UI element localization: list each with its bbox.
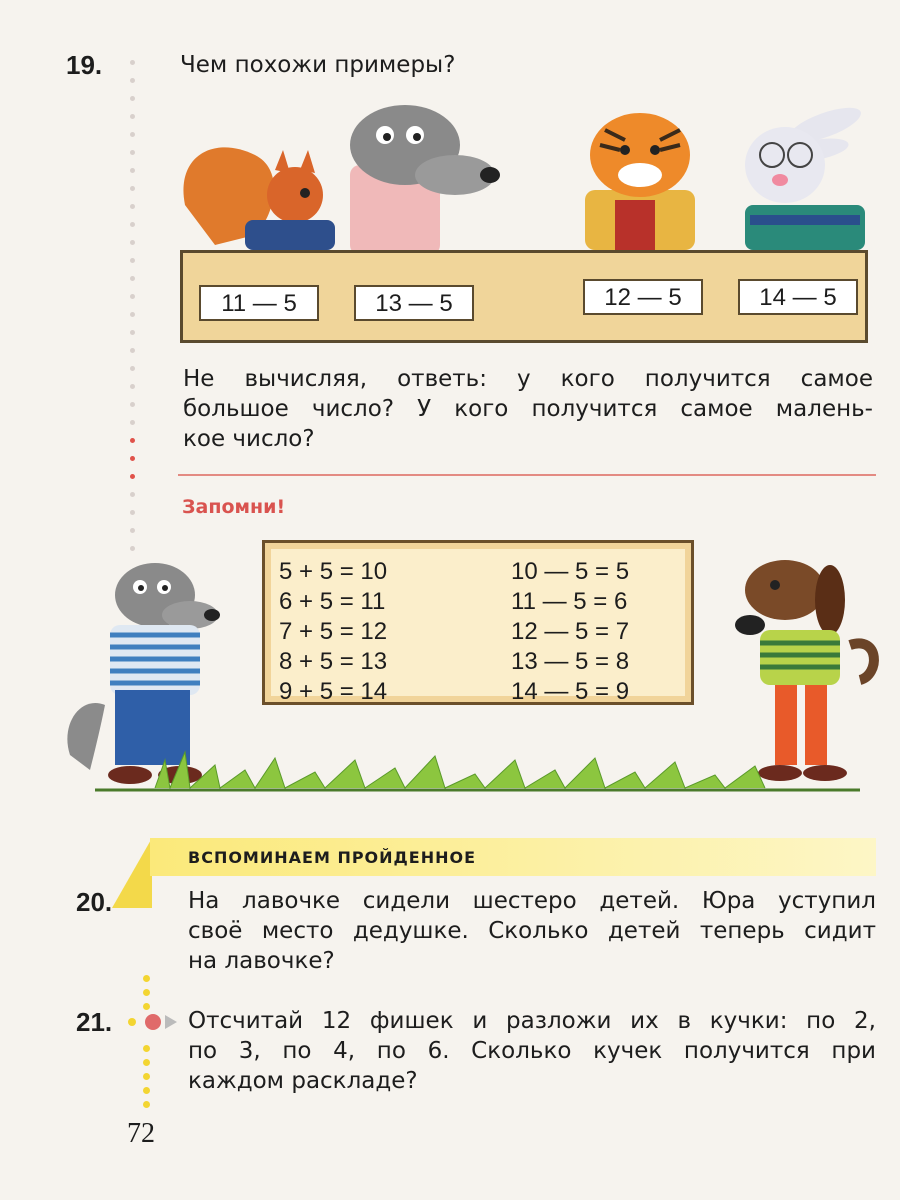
exercise-20-number: 20. [76,887,113,917]
tiger-illustration [585,113,695,250]
margin-dots [130,60,140,560]
task-line: по 3, по 4, по 6. Сколько кучек получится при [188,1038,876,1064]
exercise-21-text [188,1006,876,1096]
exercise-21-number: 21. [76,1007,113,1037]
addition-fact: 7 + 5 = 12 [279,618,388,645]
remember-table [262,540,694,705]
task-line: кое число? [183,426,315,452]
animals-at-desk-illustration [175,95,875,255]
task-line: каждом раскладе? [188,1068,418,1094]
example-card-2: 13 — 5 [354,285,474,321]
review-triangle-marker [112,838,152,908]
exercise-19-question: Чем похожи примеры? [180,52,456,78]
addition-fact: 8 + 5 = 13 [279,648,388,675]
subtraction-fact: 14 — 5 = 9 [511,678,630,705]
page-number: 72 [127,1118,155,1149]
exercise-19-task [183,364,873,454]
review-header: ВСПОМИНАЕМ ПРОЙДЕННОЕ [188,848,477,867]
task-line: на лавочке? [188,948,335,974]
remember-title: Запомни! [182,496,286,518]
addition-fact: 9 + 5 = 14 [279,678,388,705]
subtraction-fact: 11 — 5 = 6 [511,588,628,615]
task-line: Отсчитай 12 фишек и разложи их в кучки: по 2, [188,1008,876,1034]
example-card-1: 11 — 5 [199,285,319,321]
subtraction-fact: 10 — 5 = 5 [511,558,630,585]
desk-shelf [180,250,868,343]
section-divider [178,474,876,476]
task-line: На лавочке сидели шестеро детей. Юра уступил [188,888,876,914]
addition-fact: 5 + 5 = 10 [279,558,388,585]
addition-fact: 6 + 5 = 11 [279,588,386,615]
task-line: большое число? У кого получится самое малень- [183,396,873,422]
task-line: своё место дедушке. Сколько детей теперь сидит [188,918,876,944]
exercise-21-marker-icon [125,1012,180,1032]
squirrel-illustration [183,147,335,250]
exercise-19-number: 19. [66,50,103,80]
example-card-4: 14 — 5 [738,279,858,315]
grass-strip [95,730,860,795]
rabbit-illustration [745,101,865,250]
exercise-20-text [188,886,876,976]
remember-table-inner [271,549,685,705]
subtraction-fact: 12 — 5 = 7 [511,618,630,645]
task-line: Не вычисляя, ответь: у кого получится самое [183,366,873,392]
example-card-3: 12 — 5 [583,279,703,315]
exercise-21-dots [140,975,160,1115]
wolf-illustration [350,105,500,255]
subtraction-fact: 13 — 5 = 8 [511,648,630,675]
